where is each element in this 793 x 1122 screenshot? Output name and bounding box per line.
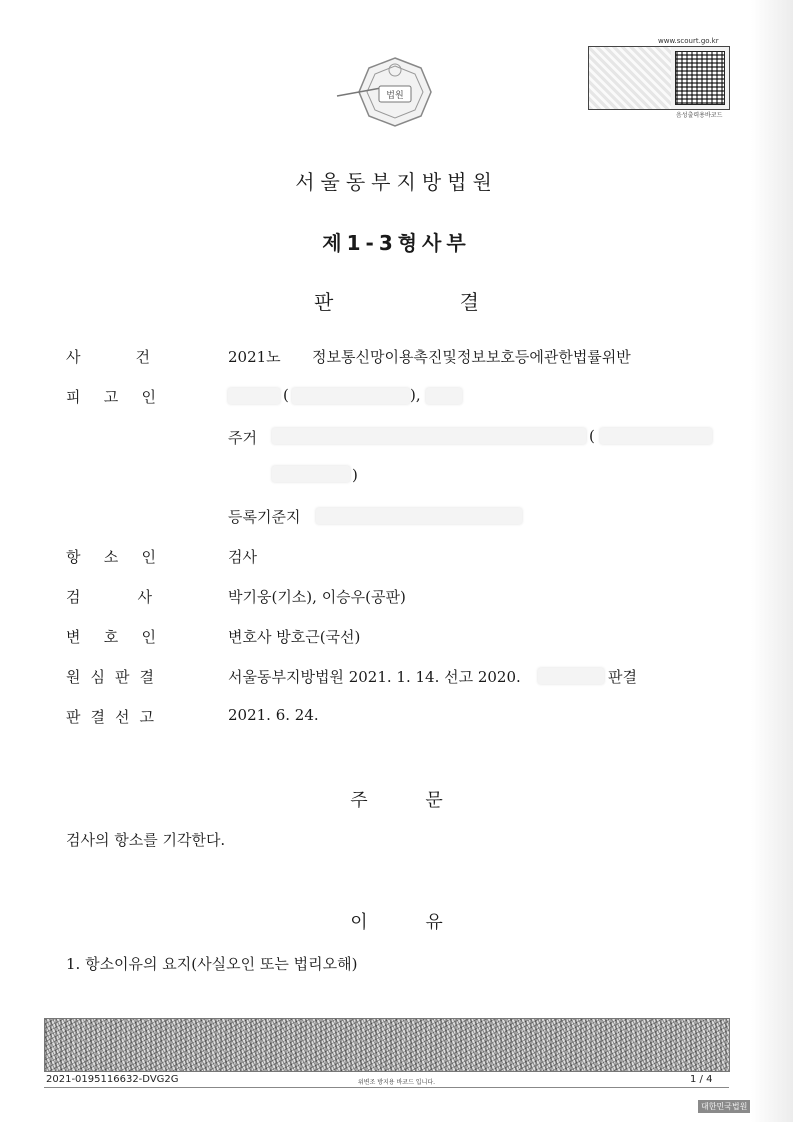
court-name: 서울동부지방법원: [295, 170, 498, 194]
court-division: 제1-3형사부: [322, 231, 471, 255]
redacted-occupation: [426, 388, 462, 404]
address-label: 주거: [228, 429, 257, 447]
counsel-label: 변 호 인: [66, 628, 156, 646]
page-number: 1 / 4: [690, 1074, 713, 1085]
redacted-id: [292, 388, 410, 404]
court-emblem-icon: [335, 52, 455, 132]
court-url: www.scourt.go.kr: [658, 37, 719, 45]
redacted-case-number: [538, 668, 604, 684]
address-open-paren: (: [589, 427, 595, 445]
footer-divider: [44, 1087, 729, 1088]
address-close-paren: ): [352, 466, 358, 484]
reasons-item-1: 1. 항소이유의 요지(사실오인 또는 법리오해): [66, 955, 358, 973]
court-watermark-label: 대한민국법원: [698, 1100, 750, 1113]
defendant-open-paren: (: [283, 386, 289, 404]
emblem-text: 법원: [386, 91, 404, 101]
sentencing-label: 판 결 선 고: [66, 708, 154, 726]
original-judgment-label: 원 심 판 결: [66, 668, 154, 686]
case-name: 정보통신망이용촉진및정보보호등에관한법률위반: [312, 348, 631, 366]
document-id: 2021-0195116632-DVG2G: [46, 1074, 179, 1085]
document-type: 판 결: [314, 290, 479, 314]
prosecutor-value: 박기웅(기소), 이승우(공판): [228, 588, 406, 606]
voice-output-barcode: [588, 46, 730, 110]
original-judgment-value: 서울동부지방법원 2021. 1. 14. 선고 2020.: [228, 668, 521, 686]
sentencing-value: 2021. 6. 24.: [228, 706, 319, 724]
redacted-registry: [316, 508, 522, 524]
defendant-close-paren: ),: [410, 386, 421, 404]
redacted-name: [228, 388, 280, 404]
counsel-value: 변호사 방호근(국선): [228, 628, 361, 646]
case-label: 사 건: [66, 348, 150, 366]
case-number: 2021노: [228, 348, 281, 366]
anti-forgery-barcode: [44, 1018, 730, 1072]
qr-code-icon: [675, 51, 725, 105]
registry-label: 등록기준지: [228, 508, 301, 526]
appellant-value: 검사: [228, 548, 257, 566]
appellant-label: 항 소 인: [66, 548, 156, 566]
prosecutor-label: 검 사: [66, 588, 152, 606]
redacted-address-line2: [272, 466, 350, 482]
original-judgment-suffix: 판결: [608, 668, 637, 686]
redacted-address-detail: [600, 428, 712, 444]
barcode-label: 음성출력용바코드: [676, 112, 723, 119]
defendant-label: 피 고 인: [66, 388, 156, 406]
barcode-note: 위변조 방지용 바코드 입니다.: [357, 1079, 436, 1086]
barcode-pattern: [589, 47, 671, 109]
reasons-heading: 이 유: [350, 912, 443, 933]
order-heading: 주 문: [350, 790, 443, 811]
redacted-address: [272, 428, 586, 444]
order-text: 검사의 항소를 기각한다.: [66, 831, 226, 849]
